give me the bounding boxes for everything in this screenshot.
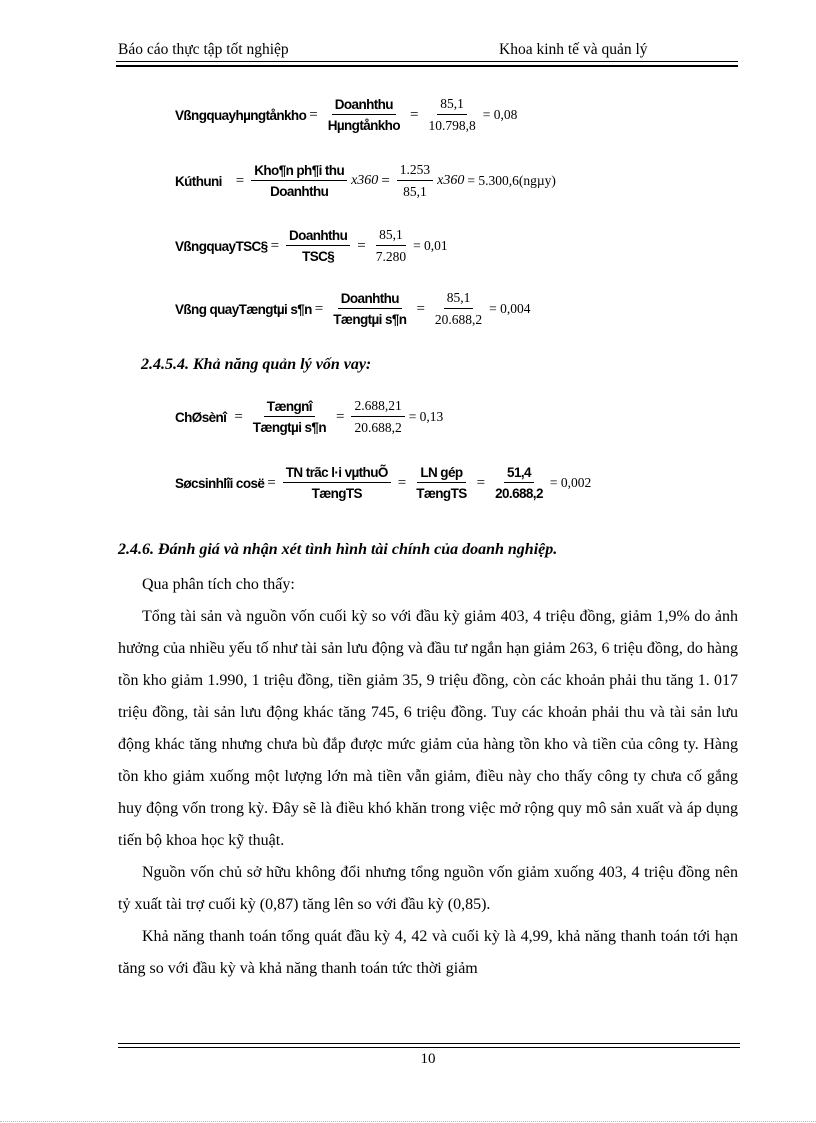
denominator: 20.688,2 xyxy=(354,420,402,435)
multiplier: x360 xyxy=(351,173,379,188)
numerator: LN gép xyxy=(417,465,465,483)
denominator: Doanhthu xyxy=(270,184,329,199)
fraction xyxy=(283,465,391,501)
numerator: Kho¶n ph¶i thu xyxy=(251,163,347,181)
formula-lhs: Vßng quayTængtµi s¶n xyxy=(175,301,312,317)
equals-sign: = xyxy=(267,474,276,491)
numerator: Doanhthu xyxy=(332,97,396,115)
fraction xyxy=(432,290,485,328)
equals-sign: = xyxy=(314,300,324,317)
denominator: 20.688,2 xyxy=(495,486,543,501)
formula-collection-period xyxy=(175,162,556,200)
numerator: 85,1 xyxy=(437,96,467,115)
numerator: TN trãc l·i vµthuÕ xyxy=(283,465,391,483)
fraction xyxy=(373,227,409,265)
header-rule-thin xyxy=(116,61,738,62)
paragraph: Nguồn vốn chủ sở hữu không đổi nhưng tổng nguồn vốn giảm xuống 403, 4 triệu đồng nên tỷ xuất tài trợ cuối kỳ (0,87) tăng lên so với đầu kỳ (0,85). xyxy=(118,864,738,913)
header-rule-thick xyxy=(116,65,738,67)
numerator: 1.253 xyxy=(397,162,433,181)
denominator: Hµngtånkho xyxy=(327,118,400,133)
multiplier: x360 xyxy=(437,173,465,188)
numerator: 85,1 xyxy=(444,290,474,309)
paragraph: Tổng tài sản và nguồn vốn cuối kỳ so với đầu kỳ giảm 403, 4 triệu đồng, giảm 1,9% do ảnh hưởng của nhiều yếu tố như tài sản lưu động và đầu tư ngắn hạn giảm 263, 6 triệu đồng, do hàng tồn kho giảm 1.990, 1 triệu đồng, tiền giảm 35, 9 triệu đồng, còn các khoản phải thu tăng 1. 017 triệu đồng, tài sản lưu động khác tăng 745, 6 triệu đồng. Tuy các khoản phải thu và tài sản lưu động khác tăng nhưng chưa bù đắp được mức giảm của hàng tồn kho và tiền của công ty. Hàng tồn kho giảm xuống một lượng lớn mà tiền vẫn giảm, điều này cho thấy công ty chưa cố gắng huy động vốn trong kỳ. Đây sẽ là điều khó khăn trong việc mở rộng quy mô sản xuất và áp dụng tiến bộ khoa học kỹ thuật. xyxy=(118,608,738,849)
header-left-text: Báo cáo thực tập tốt nghiệp xyxy=(118,41,289,58)
fraction xyxy=(286,228,350,264)
formula-result: = 0,08 xyxy=(482,107,518,122)
formula-lhs: ChØsènî xyxy=(175,409,227,425)
formula-fixed-asset-turnover xyxy=(175,227,448,265)
denominator: 7.280 xyxy=(375,249,407,264)
page-break-line xyxy=(0,1121,816,1122)
denominator: 85,1 xyxy=(403,184,427,199)
subsection-heading: 2.4.5.4. Khả năng quản lý vốn vay: xyxy=(141,356,372,373)
denominator: TængTS xyxy=(311,486,362,501)
fraction xyxy=(251,163,347,199)
equals-sign: = xyxy=(476,474,486,491)
numerator: Doanhthu xyxy=(286,228,350,246)
equals-sign: = xyxy=(335,408,345,425)
formula-result: = 5.300,6(ngµy) xyxy=(467,173,556,188)
paragraph: Qua phân tích cho thấy: xyxy=(142,576,295,593)
footer-rule-bottom xyxy=(118,1047,740,1048)
equals-sign: = xyxy=(270,237,280,254)
denominator: Tængtµi s¶n xyxy=(333,312,407,327)
footer-rule-top xyxy=(118,1043,740,1044)
section-heading: 2.4.6. Đánh giá và nhận xét tình hình tài chính của doanh nghiệp. xyxy=(118,541,558,558)
fraction xyxy=(351,398,404,436)
formula-lhs: Kúthuni xyxy=(175,173,222,189)
numerator: 51,4 xyxy=(504,465,534,483)
fraction xyxy=(397,162,433,200)
equals-sign: = xyxy=(357,237,366,254)
header-right-text: Khoa kinh tế và quản lý xyxy=(499,41,648,58)
equals-sign: = xyxy=(309,106,318,123)
page-number: 10 xyxy=(420,1051,436,1067)
fraction xyxy=(413,465,469,501)
fraction xyxy=(250,399,329,435)
numerator: Doanhthu xyxy=(338,291,402,309)
equals-sign: = xyxy=(416,300,425,317)
formula-result: = 0,13 xyxy=(408,409,444,424)
equals-sign: = xyxy=(234,408,243,425)
equals-sign: = xyxy=(381,172,390,189)
formula-lhs: Vßngquayhµngtånkho xyxy=(175,107,307,123)
body-text xyxy=(118,569,738,985)
equals-sign: = xyxy=(409,106,419,123)
denominator: 10.798,8 xyxy=(428,118,476,133)
equals-sign: = xyxy=(397,474,407,491)
formula-inventory-turnover xyxy=(175,96,517,134)
fraction xyxy=(325,97,403,133)
denominator: TSC§ xyxy=(302,249,335,264)
fraction xyxy=(330,291,409,327)
fraction xyxy=(492,465,546,501)
formula-basic-earning-power xyxy=(175,465,591,501)
denominator: Tængtµi s¶n xyxy=(252,420,326,435)
formula-lhs: VßngquayTSC§ xyxy=(175,238,268,254)
formula-total-asset-turnover xyxy=(175,290,531,328)
formula-result: = 0,01 xyxy=(413,238,448,253)
formula-result: = 0,002 xyxy=(549,475,592,490)
formula-result: = 0,004 xyxy=(489,301,531,316)
denominator: 20.688,2 xyxy=(434,312,483,327)
denominator: TængTS xyxy=(416,486,467,501)
formula-lhs: Søcsinhlîi cosë xyxy=(175,475,265,491)
paragraph: Khả năng thanh toán tổng quát đầu kỳ 4, 42 và cuối kỳ là 4,99, khả năng thanh toán tới hạn tăng so với đầu kỳ và khả năng thanh toán tức thời giảm xyxy=(118,928,738,977)
numerator: Tængnî xyxy=(264,399,315,417)
fraction xyxy=(425,96,478,134)
numerator: 85,1 xyxy=(376,227,406,246)
equals-sign: = xyxy=(235,172,245,189)
formula-debt-ratio xyxy=(175,398,443,436)
page-header xyxy=(118,41,738,61)
numerator: 2.688,21 xyxy=(351,398,404,417)
